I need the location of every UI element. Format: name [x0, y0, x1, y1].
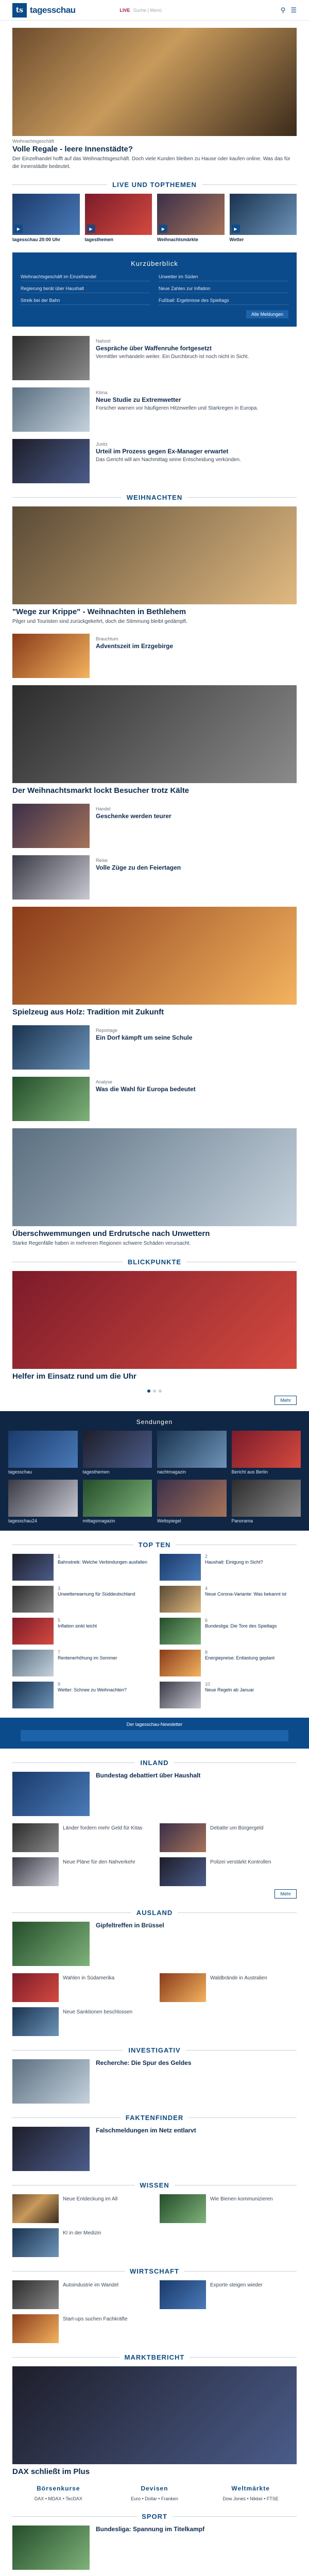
article-image[interactable] — [12, 907, 297, 1005]
article-headline[interactable]: Neue Sanktionen beschlossen — [63, 2009, 133, 2015]
article-teaser-text: Pilger und Touristen sind zurückgekehrt, doch die Stimmung bleibt gedämpft. — [12, 618, 188, 624]
section-topten — [12, 1541, 297, 1549]
article-headline[interactable]: Der Weihnachtsmarkt lockt Besucher trotz Kälte — [12, 786, 190, 795]
market-column[interactable] — [109, 2485, 201, 2502]
article-headline[interactable]: Start-ups suchen Fachkräfte — [63, 2316, 128, 2322]
video-card[interactable] — [157, 194, 225, 243]
menu-icon[interactable]: ☰ — [290, 6, 297, 14]
topten-rank: 5 — [58, 1617, 61, 1623]
topten-list — [12, 1554, 297, 1708]
article-headline[interactable]: Geschenke werden teurer — [96, 812, 171, 820]
article-image[interactable] — [12, 1128, 297, 1226]
article-headline[interactable]: Spielzeug aus Holz: Tradition mit Zukunft — [12, 1008, 164, 1017]
section-ausland — [12, 1909, 297, 1917]
article-teaser[interactable] — [12, 1857, 149, 1886]
topten-title[interactable]: Bahnstreik: Welche Verbindungen ausfallen — [58, 1560, 147, 1565]
show-thumbnail[interactable] — [157, 1431, 227, 1468]
article-teaser[interactable] — [160, 2194, 297, 2223]
show-thumbnail[interactable] — [8, 1480, 78, 1517]
carousel-dot[interactable] — [159, 1389, 162, 1393]
article-headline[interactable]: Bundestag debattiert über Haushalt — [96, 1771, 201, 1779]
topten-title[interactable]: Bundesliga: Die Tore des Spieltags — [205, 1623, 277, 1629]
article-teaser-text: Das Gericht will am Nachmittag seine Entscheidung verkünden. — [96, 457, 241, 463]
section-christmas — [12, 494, 297, 501]
article-headline[interactable]: "Wege zur Krippe" - Weihnachten in Bethlehem — [12, 607, 186, 616]
market-heading[interactable]: Börsenkurse — [37, 2484, 80, 2492]
article-headline[interactable]: Wahlen in Südamerika — [63, 1975, 115, 1981]
article-image[interactable] — [12, 2526, 90, 2570]
overview-all-button[interactable]: Alle Meldungen — [246, 310, 288, 318]
article-headline[interactable]: Autoindustrie im Wandel — [63, 2282, 119, 2288]
hero-article[interactable] — [12, 28, 297, 171]
topten-rank: 2 — [205, 1553, 208, 1559]
article-teaser-text: Vermittler verhandeln weiter. Ein Durchbruch ist noch nicht in Sicht. — [96, 354, 249, 360]
article-image[interactable] — [12, 1922, 90, 1966]
article-image[interactable] — [160, 1973, 206, 2002]
section-marktbericht — [12, 2353, 297, 2361]
christmas-article[interactable] — [12, 907, 297, 1017]
topten-title[interactable]: Unwetterwarnung für Süddeutschland — [58, 1591, 135, 1597]
article-image[interactable] — [12, 2280, 59, 2309]
article-image[interactable] — [12, 1077, 90, 1121]
video-label: Weihnachtsmärkte — [157, 237, 198, 242]
article-teaser[interactable] — [12, 855, 297, 900]
article-kicker: Reportage — [96, 1028, 118, 1033]
video-thumbnail[interactable] — [12, 194, 80, 235]
article-teaser[interactable] — [12, 1025, 297, 1070]
overview-item[interactable]: Streik bei der Bahn — [21, 296, 150, 305]
carousel-dot[interactable] — [147, 1389, 150, 1393]
article-image[interactable] — [12, 1823, 59, 1852]
section-title: TOP TEN — [138, 1540, 171, 1549]
more-button[interactable]: Mehr — [274, 1396, 297, 1405]
section-title: WIRTSCHAFT — [130, 2267, 179, 2275]
show-card[interactable] — [232, 1431, 301, 1475]
article-teaser[interactable] — [12, 2007, 149, 2036]
article-image[interactable] — [12, 2007, 59, 2036]
show-card[interactable] — [8, 1431, 78, 1475]
article-image[interactable] — [12, 439, 90, 483]
section-title: AUSLAND — [136, 1908, 173, 1917]
topten-title[interactable]: Haushalt: Einigung in Sicht? — [205, 1560, 263, 1565]
play-icon[interactable]: ▶ — [87, 225, 95, 233]
topten-title[interactable]: Neue Corona-Variante: Was bekannt ist — [205, 1591, 287, 1597]
hero-kicker: Weihnachtsgeschäft — [12, 139, 54, 144]
article-image[interactable] — [160, 1823, 206, 1852]
market-values: Dow Jones • Nikkei • FTSE — [222, 2496, 279, 2501]
article-teaser-text: Forscher warnen vor häufigeren Hitzewellen und Starkregen in Europa. — [96, 405, 259, 412]
article-teaser[interactable] — [12, 2526, 297, 2570]
article-teaser[interactable] — [160, 1973, 297, 2002]
article-teaser[interactable] — [160, 1857, 297, 1886]
article-image[interactable] — [12, 1772, 90, 1816]
newsletter-input[interactable] — [21, 1730, 288, 1741]
section-title: WISSEN — [140, 2181, 169, 2189]
article-teaser[interactable] — [12, 2280, 149, 2309]
wirtschaft-grid — [12, 2280, 297, 2343]
section-title: INLAND — [140, 1758, 169, 1767]
article-headline[interactable]: Neue Studie zu Extremwetter — [96, 396, 181, 403]
show-thumbnail[interactable] — [83, 1431, 152, 1468]
article-teaser[interactable] — [12, 2059, 297, 2104]
video-label: tagesthemen — [84, 237, 114, 242]
topten-title[interactable]: Rentenerhöhung im Sommer — [58, 1655, 117, 1661]
article-teaser[interactable] — [12, 1922, 297, 1966]
topten-thumbnail[interactable] — [12, 1682, 54, 1708]
topten-rank: 7 — [58, 1649, 61, 1655]
article-headline[interactable]: KI in der Medizin — [63, 2230, 101, 2236]
show-label: mittagsmagazin — [82, 1518, 115, 1523]
video-thumbnail[interactable] — [230, 194, 297, 235]
article-kicker: Klima — [96, 389, 108, 395]
article-headline[interactable]: Überschwemmungen und Erdrutsche nach Unwettern — [12, 1229, 210, 1239]
show-card[interactable] — [8, 1480, 78, 1523]
article-headline[interactable]: Gipfeltreffen in Brüssel — [96, 1921, 164, 1929]
market-values: Euro • Dollar • Franken — [131, 2496, 178, 2501]
top-links — [120, 8, 162, 13]
article-teaser[interactable] — [12, 439, 297, 483]
article-image[interactable] — [12, 2194, 59, 2223]
article-teaser[interactable] — [12, 1823, 149, 1852]
hero-teaser: Der Einzelhandel hofft auf das Weihnachtsgeschäft. Doch viele Kunden bleiben zu Hause oder kaufen online. Was das für die Innenstädte bedeutet. — [12, 156, 290, 170]
topten-rank: 1 — [58, 1553, 61, 1559]
market-column[interactable] — [12, 2485, 105, 2502]
overview-item[interactable]: Fußball: Ergebnisse des Spieltags — [159, 296, 288, 305]
section-title: LIVE UND TOPTHEMEN — [112, 181, 197, 189]
more-button[interactable]: Mehr — [274, 1889, 297, 1899]
carousel-dot[interactable] — [153, 1389, 156, 1393]
show-thumbnail[interactable] — [232, 1431, 301, 1468]
overview-item[interactable]: Weihnachtsgeschäft im Einzelhandel — [21, 273, 150, 281]
video-card[interactable] — [12, 194, 80, 243]
menu-links[interactable]: Suche | Menü — [133, 7, 162, 13]
section-investigativ — [12, 2046, 297, 2054]
article-image[interactable] — [12, 2366, 297, 2464]
topten-rank: 4 — [205, 1585, 208, 1591]
topten-thumbnail[interactable] — [160, 1586, 201, 1613]
topten-title[interactable]: Energiepreise: Entlastung geplant — [205, 1655, 275, 1661]
topten-item[interactable] — [12, 1650, 149, 1676]
section-inland — [12, 1759, 297, 1767]
section-title: WEIHNACHTEN — [126, 493, 183, 501]
topten-thumbnail[interactable] — [12, 1618, 54, 1645]
article-headline[interactable]: Ein Dorf kämpft um seine Schule — [96, 1034, 193, 1042]
article-image[interactable] — [12, 1271, 297, 1369]
top-bar — [0, 0, 309, 21]
article-image[interactable] — [12, 1973, 59, 2002]
section-focus — [12, 1258, 297, 1266]
article-headline[interactable]: Helfer im Einsatz rund um die Uhr — [12, 1371, 136, 1381]
article-headline[interactable]: Adventszeit im Erzgebirge — [96, 642, 174, 650]
article-teaser[interactable] — [12, 1077, 297, 1121]
inland-grid — [12, 1823, 297, 1886]
article-kicker: Brauchtum — [96, 636, 118, 642]
article-headline[interactable]: Waldbrände in Australien — [210, 1975, 267, 1981]
article-image[interactable] — [12, 1857, 59, 1886]
article-image[interactable] — [12, 855, 90, 900]
video-label: tagesschau 20:00 Uhr — [12, 237, 61, 242]
article-image[interactable] — [160, 2280, 206, 2309]
article-kicker: Reise — [96, 858, 108, 863]
article-headline[interactable]: Debatte um Bürgergeld — [210, 1825, 264, 1831]
article-headline[interactable]: Wie Bienen kommunizieren — [210, 2196, 273, 2202]
topten-item[interactable] — [12, 1554, 149, 1581]
article-image[interactable] — [160, 2194, 206, 2223]
logo-text: tagesschau — [30, 5, 76, 15]
article-image[interactable] — [12, 2059, 90, 2104]
topten-thumbnail[interactable] — [160, 1554, 201, 1581]
market-column[interactable] — [204, 2485, 297, 2502]
article-headline[interactable]: Neue Pläne für den Nahverkehr — [63, 1859, 135, 1865]
article-teaser[interactable] — [12, 804, 297, 848]
topten-title[interactable]: Inflation sinkt leicht — [58, 1623, 97, 1629]
show-label: tagesschau — [8, 1469, 32, 1475]
play-icon[interactable]: ▶ — [232, 225, 240, 233]
show-label: Weltspiegel — [157, 1518, 181, 1523]
article-teaser[interactable] — [12, 1973, 149, 2002]
focus-main-article[interactable] — [12, 1128, 297, 1248]
video-thumbnail[interactable] — [157, 194, 225, 235]
section-faktenfinder — [12, 2114, 297, 2122]
article-image[interactable] — [160, 1857, 206, 1886]
christmas-article[interactable] — [12, 685, 297, 795]
live-link[interactable]: LIVE — [119, 7, 130, 13]
topten-thumbnail[interactable] — [12, 1554, 54, 1581]
article-headline[interactable]: Exporte steigen wieder — [210, 2282, 263, 2288]
show-thumbnail[interactable] — [232, 1480, 301, 1517]
show-label: Panorama — [231, 1518, 253, 1523]
section-title: BLICKPUNKTE — [127, 1258, 182, 1266]
hero-headline[interactable]: Volle Regale - leere Innenstädte? — [12, 145, 133, 154]
newsletter-strip — [0, 1718, 309, 1749]
article-teaser[interactable] — [12, 336, 297, 380]
topten-title[interactable]: Neue Regeln ab Januar — [205, 1687, 254, 1693]
article-image[interactable] — [12, 2314, 59, 2343]
topten-item[interactable] — [12, 1682, 149, 1708]
article-headline[interactable]: Neue Entdeckung im All — [63, 2196, 118, 2202]
focus-article[interactable] — [12, 1271, 297, 1381]
topten-item[interactable] — [160, 1650, 297, 1676]
topten-item[interactable] — [160, 1682, 297, 1708]
shows-grid — [8, 1431, 301, 1523]
site-logo[interactable] — [12, 3, 76, 18]
show-card[interactable] — [83, 1431, 152, 1475]
overview-list — [21, 273, 288, 305]
hero-image[interactable] — [12, 28, 297, 136]
topten-thumbnail[interactable] — [160, 1650, 201, 1676]
article-image[interactable] — [12, 2228, 59, 2257]
market-article[interactable] — [12, 2366, 297, 2477]
show-label: nachtmagazin — [157, 1469, 186, 1475]
topten-item[interactable] — [12, 1586, 149, 1613]
topten-item[interactable] — [160, 1554, 297, 1581]
section-title: INVESTIGATIV — [128, 2046, 181, 2054]
article-headline[interactable]: Bundesliga: Spannung im Titelkampf — [96, 2526, 205, 2533]
logo-mark: ts — [12, 3, 27, 18]
article-teaser[interactable] — [12, 1772, 297, 1816]
show-card[interactable] — [157, 1480, 227, 1523]
article-image[interactable] — [12, 634, 90, 678]
topten-item[interactable] — [160, 1618, 297, 1645]
top-actions — [281, 6, 297, 14]
show-card[interactable] — [83, 1480, 152, 1523]
section-wirtschaft — [12, 2267, 297, 2275]
video-card[interactable] — [230, 194, 297, 243]
video-thumbnail[interactable] — [85, 194, 152, 235]
section-title: Sendungen — [136, 1418, 173, 1426]
article-headline[interactable]: Urteil im Prozess gegen Ex-Manager erwartet — [96, 447, 229, 455]
article-teaser-text: Starke Regenfälle haben in mehreren Regionen schwere Schäden verursacht. — [12, 1241, 191, 1247]
article-image[interactable] — [12, 506, 297, 604]
article-headline[interactable]: Gespräche über Waffenruhe fortgesetzt — [96, 344, 212, 352]
market-heading[interactable]: Weltmärkte — [231, 2484, 270, 2492]
ausland-grid — [12, 1973, 297, 2036]
market-heading[interactable]: Devisen — [141, 2484, 168, 2492]
show-card[interactable] — [157, 1431, 227, 1475]
article-image[interactable] — [12, 685, 297, 783]
topten-title[interactable]: Wetter: Schnee zu Weihnachten? — [58, 1687, 127, 1693]
article-headline[interactable]: Länder fordern mehr Geld für Kitas — [63, 1825, 143, 1831]
show-thumbnail[interactable] — [8, 1431, 78, 1468]
show-label: tagesthemen — [82, 1469, 110, 1475]
article-image[interactable] — [12, 1025, 90, 1070]
article-teaser[interactable] — [12, 387, 297, 432]
overview-item[interactable]: Regierung berät über Haushalt — [21, 284, 150, 293]
article-kicker: Analyse — [96, 1079, 113, 1085]
topten-rank: 10 — [205, 1681, 211, 1687]
article-image[interactable] — [12, 2127, 90, 2171]
section-title: FAKTENFINDER — [125, 2113, 184, 2122]
show-card[interactable] — [232, 1480, 301, 1523]
article-image[interactable] — [12, 387, 90, 432]
play-icon[interactable]: ▶ — [159, 225, 167, 233]
section-live — [12, 181, 297, 189]
article-kicker: Justiz — [96, 441, 108, 447]
article-kicker: Handel — [96, 806, 111, 812]
topten-item[interactable] — [160, 1586, 297, 1613]
article-headline[interactable]: Polizei verstärkt Kontrollen — [210, 1859, 271, 1865]
topten-thumbnail[interactable] — [12, 1586, 54, 1613]
overview-box — [12, 252, 297, 327]
topten-rank: 8 — [205, 1649, 208, 1655]
article-headline[interactable]: DAX schließt im Plus — [12, 2467, 90, 2476]
overview-item[interactable]: Unwetter im Süden — [159, 273, 288, 281]
show-thumbnail[interactable] — [83, 1480, 152, 1517]
article-teaser[interactable] — [12, 2194, 149, 2223]
topten-rank: 3 — [58, 1585, 61, 1591]
overview-title: Kurzüberblick — [131, 259, 178, 267]
article-image[interactable] — [12, 804, 90, 848]
article-image[interactable] — [12, 336, 90, 380]
article-teaser[interactable] — [12, 2127, 297, 2171]
video-card[interactable] — [85, 194, 152, 243]
topten-rank: 9 — [58, 1681, 61, 1687]
topten-item[interactable] — [12, 1618, 149, 1645]
article-headline[interactable]: Volle Züge zu den Feiertagen — [96, 864, 181, 872]
topten-thumbnail[interactable] — [160, 1682, 201, 1708]
show-label: Bericht aus Berlin — [231, 1469, 268, 1475]
christmas-main-article[interactable] — [12, 506, 297, 626]
show-label: tagesschau24 — [8, 1518, 38, 1523]
section-title: SPORT — [142, 2513, 167, 2521]
market-values: DAX • MDAX • TecDAX — [34, 2496, 82, 2501]
overview-item[interactable]: Neue Zahlen zur Inflation — [159, 284, 288, 293]
topten-thumbnail[interactable] — [12, 1650, 54, 1676]
main-content — [0, 28, 309, 2576]
video-label: Wetter — [229, 237, 244, 242]
article-teaser[interactable] — [12, 634, 297, 678]
article-kicker: Nahost — [96, 338, 111, 344]
search-icon[interactable]: ⚲ — [280, 6, 286, 14]
article-headline[interactable]: Recherche: Die Spur des Geldes — [96, 2059, 192, 2066]
newsletter-title: Der tagesschau-Newsletter — [126, 1721, 183, 1727]
shows-band — [0, 1411, 309, 1531]
section-title: MARKTBERICHT — [124, 2353, 185, 2361]
market-links — [12, 2485, 297, 2502]
video-row — [12, 194, 297, 243]
article-teaser[interactable] — [160, 2280, 297, 2309]
topten-thumbnail[interactable] — [160, 1618, 201, 1645]
article-teaser[interactable] — [160, 1823, 297, 1852]
topten-rank: 6 — [205, 1617, 208, 1623]
article-headline[interactable]: Was die Wahl für Europa bedeutet — [96, 1086, 196, 1093]
article-teaser[interactable] — [12, 2314, 149, 2343]
wissen-grid — [12, 2194, 297, 2257]
section-sport — [12, 2513, 297, 2520]
play-icon[interactable]: ▶ — [14, 225, 23, 233]
section-wissen — [12, 2181, 297, 2189]
article-headline[interactable]: Falschmeldungen im Netz entlarvt — [96, 2126, 196, 2134]
show-thumbnail[interactable] — [157, 1480, 227, 1517]
carousel-dots — [12, 1389, 297, 1393]
article-teaser[interactable] — [12, 2228, 149, 2257]
